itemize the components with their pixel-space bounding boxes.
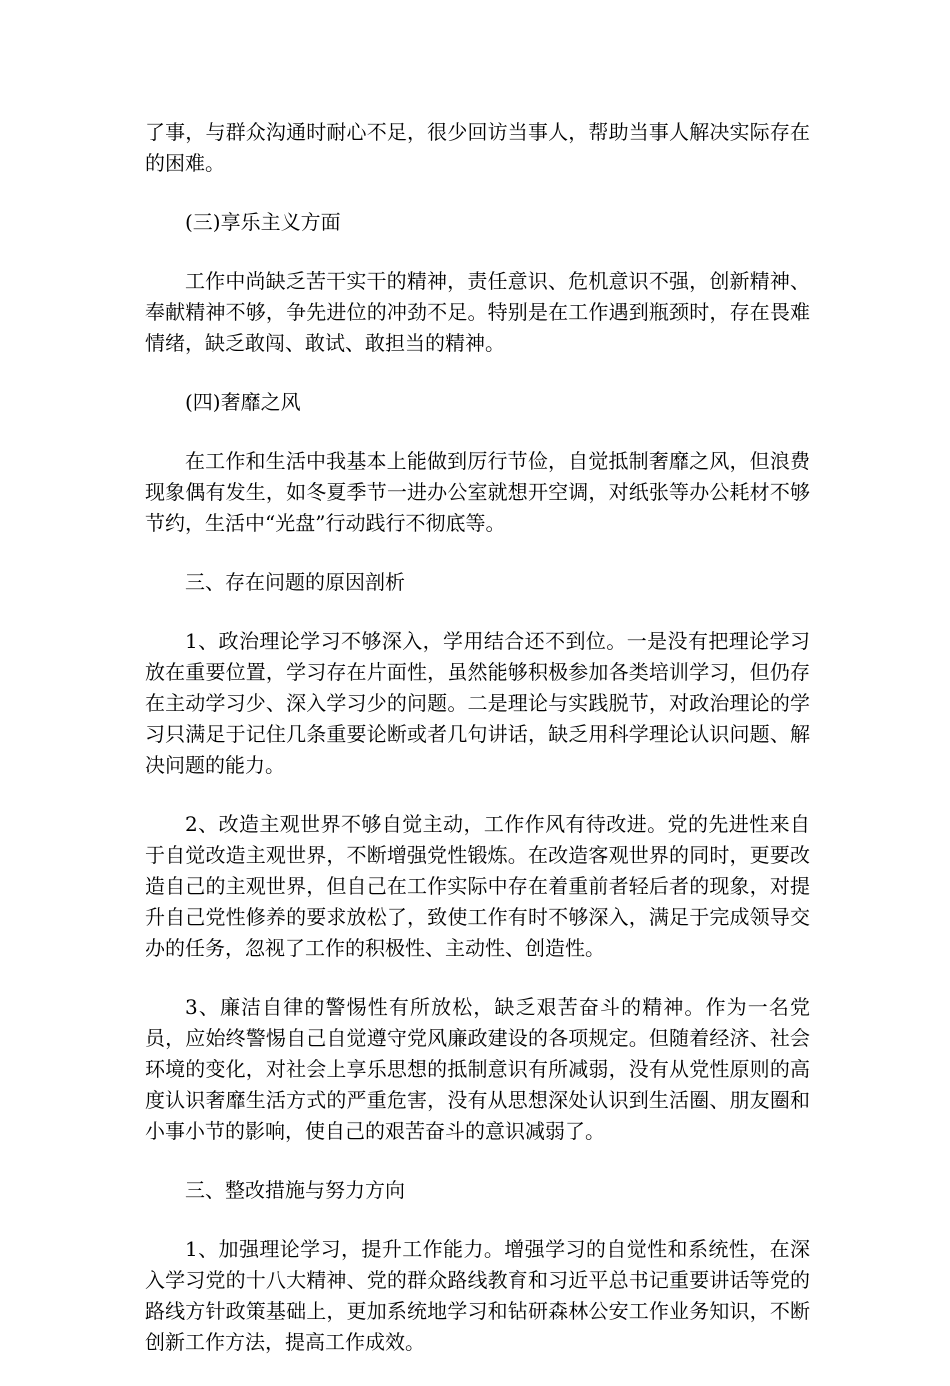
continuation-paragraph: 了事，与群众沟通时耐心不足，很少回访当事人，帮助当事人解决实际存在的困难。 — [145, 120, 810, 175]
body-paragraph: 工作中尚缺乏苦干实干的精神，责任意识、危机意识不强，创新精神、奉献精神不够，争先进位的冲劲不足。特别是在工作遇到瓶颈时，存在畏难情绪，缺乏敢闯、敢试、敢担当的精神。 — [145, 269, 810, 355]
section-heading-cause-analysis: 三、存在问题的原因剖析 — [185, 570, 405, 594]
section-heading-rectification: 三、整改措施与努力方向 — [185, 1178, 405, 1202]
body-paragraph: 1、政治理论学习不够深入，学用结合还不到位。一是没有把理论学习放在重要位置，学习存在片面性，虽然能够积极参加各类培训学习，但仍存在主动学习少、深入学习少的问题。二是理论与实践脱节，对政治理论的学习只满足于记住几条重要论断或者几句讲话，缺乏用科学理论认识问题、解决问题的能力。 — [145, 629, 810, 777]
document-page — [145, 117, 810, 1386]
body-paragraph: 2、改造主观世界不够自觉主动，工作作风有待改进。党的先进性来自于自觉改造主观世界，不断增强党性锻炼。在改造客观世界的同时，更要改造自己的主观世界，但自己在工作实际中存在着重前者轻后者的现象，对提升自己党性修养的要求放松了，致使工作有时不够深入，满足于完成领导交办的任务，忽视了工作的积极性、主动性、创造性。 — [145, 812, 810, 960]
section-heading-extravagance: (四)奢靡之风 — [185, 390, 301, 414]
body-paragraph: 1、加强理论学习，提升工作能力。增强学习的自觉性和系统性，在深入学习党的十八大精神、党的群众路线教育和习近平总书记重要讲话等党的路线方针政策基础上，更加系统地学习和钻研森林公安工作业务知识，不断创新工作方法，提高工作成效。 — [145, 1237, 810, 1354]
body-paragraph: 在工作和生活中我基本上能做到厉行节俭，自觉抵制奢靡之风，但浪费现象偶有发生，如冬夏季节一进办公室就想开空调，对纸张等办公耗材不够节约，生活中“光盘”行动践行不彻底等。 — [145, 449, 810, 535]
body-paragraph: 3、廉洁自律的警惕性有所放松，缺乏艰苦奋斗的精神。作为一名党员，应始终警惕自己自觉遵守党风廉政建设的各项规定。但随着经济、社会环境的变化，对社会上享乐思想的抵制意识有所减弱，没有从党性原则的高度认识奢靡生活方式的严重危害，没有从思想深处认识到生活圈、朋友圈和小事小节的影响，使自己的艰苦奋斗的意识减弱了。 — [145, 995, 810, 1143]
section-heading-hedonism: (三)享乐主义方面 — [185, 210, 341, 234]
